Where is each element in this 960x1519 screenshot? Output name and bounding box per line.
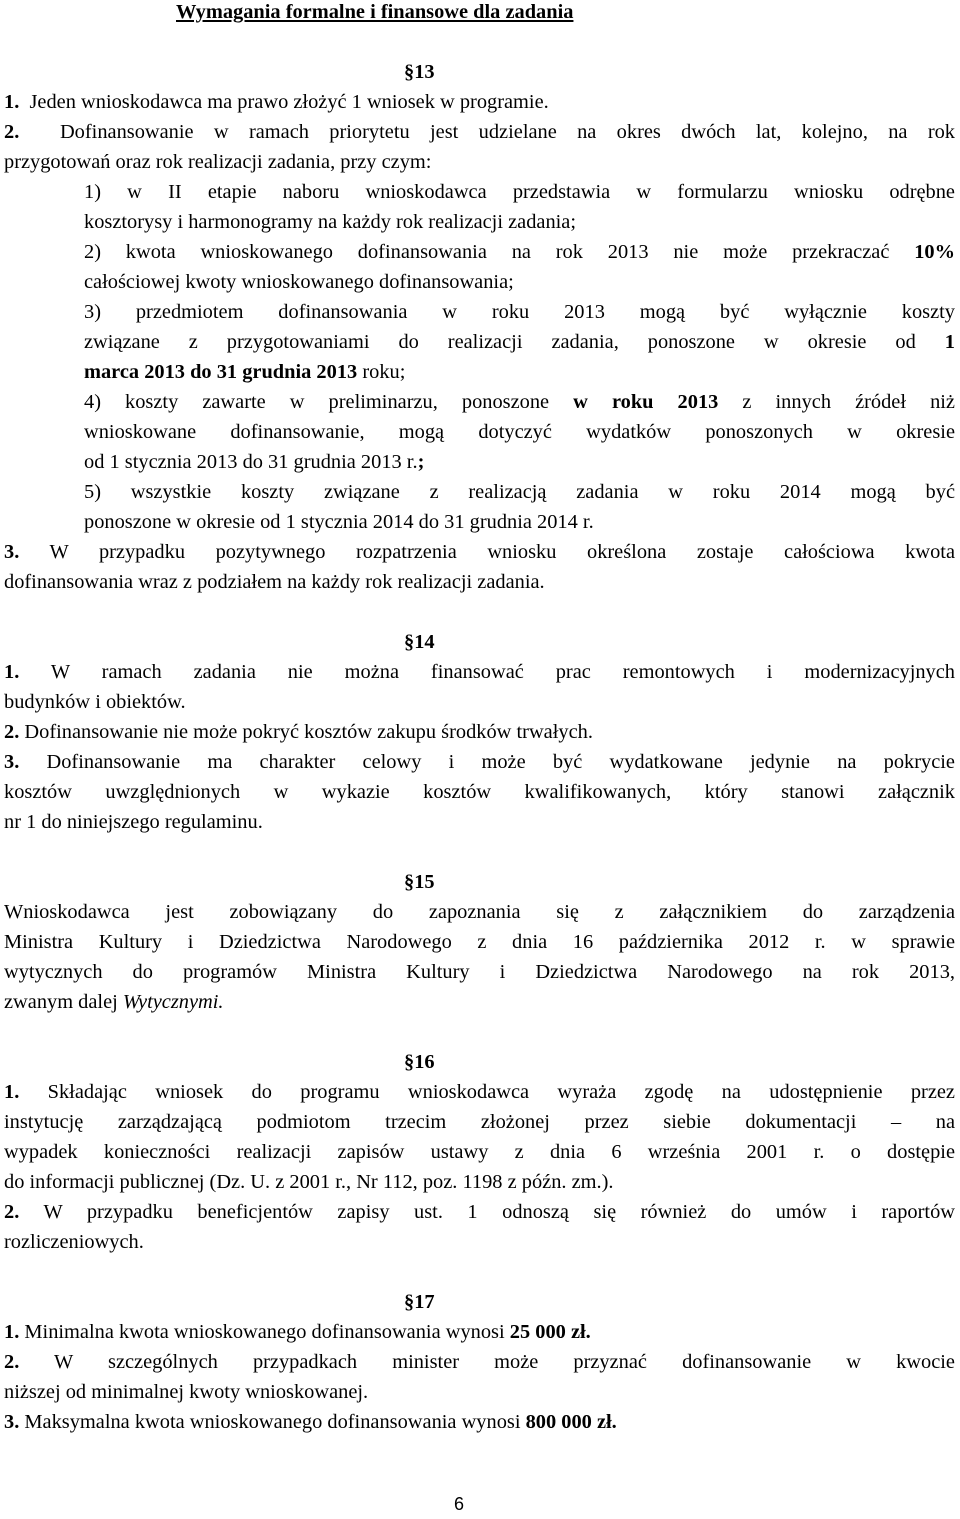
s16-item-2-line-1: 2. W przypadku beneficjentów zapisy ust. 1 odnoszą się również do umów i raportów	[4, 1201, 955, 1223]
s15-line-1: Wnioskodawca jest zobowiązany do zapoznania się z załącznikiem do zarządzenia	[4, 901, 955, 923]
s13-point-2-line-1: 2) kwota wnioskowanego dofinansowania na rok 2013 nie może przekraczać 10%	[84, 241, 955, 263]
s13-point-2-line-2: całościowej kwoty wnioskowanego dofinansowania;	[84, 271, 514, 293]
s13-point-5-line-1: 5) wszystkie koszty związane z realizacją zadania w roku 2014 mogą być	[84, 481, 955, 503]
s13-point-3-line-2: związane z przygotowaniami do realizacji zadania, ponoszone w okresie od 1	[84, 331, 955, 353]
section-15-heading: §15	[404, 871, 435, 893]
s13-item-3-line-2: dofinansowania wraz z podziałem na każdy rok realizacji zadania.	[4, 571, 545, 593]
s13-point-4-line-2: wnioskowane dofinansowanie, mogą dotyczyć wydatków ponoszonych w okresie	[84, 421, 955, 443]
s15-line-4: zwanym dalej Wytycznymi.	[4, 991, 224, 1013]
s17-item-2-line-2: niższej od minimalnej kwoty wnioskowanej.	[4, 1381, 369, 1403]
section-13-heading: §13	[404, 61, 435, 83]
s14-item-3-line-2: kosztów uwzględnionych w wykazie kosztów kwalifikowanych, który stanowi załącznik	[4, 781, 955, 803]
s13-point-3-line-3: marca 2013 do 31 grudnia 2013 roku;	[84, 361, 406, 383]
s13-item-1: 1. Jeden wnioskodawca ma prawo złożyć 1 wniosek w programie.	[4, 91, 549, 113]
s14-item-1-line-1: 1. W ramach zadania nie można finansować prac remontowych i modernizacyjnych	[4, 661, 955, 683]
s16-item-1-line-1: 1. Składając wniosek do programu wnioskodawca wyraża zgodę na udostępnienie przez	[4, 1081, 955, 1103]
section-16-heading: §16	[404, 1051, 435, 1073]
s17-item-2-line-1: 2. W szczególnych przypadkach minister może przyznać dofinansowanie w kwocie	[4, 1351, 955, 1373]
s15-line-2: Ministra Kultury i Dziedzictwa Narodowego z dnia 16 października 2012 r. w sprawie	[4, 931, 955, 953]
section-17-heading: §17	[404, 1291, 435, 1313]
page-title: Wymagania formalne i finansowe dla zadania	[176, 1, 574, 23]
s16-item-1-line-4: do informacji publicznej (Dz. U. z 2001 r., Nr 112, poz. 1198 z późn. zm.).	[4, 1171, 614, 1193]
s16-item-1-line-2: instytucję zarządzającą podmiotom trzecim złożonej przez siebie dokumentacji – na	[4, 1111, 955, 1133]
s15-line-3: wytycznych do programów Ministra Kultury i Dziedzictwa Narodowego na rok 2013,	[4, 961, 955, 983]
s17-item-1: 1. Minimalna kwota wnioskowanego dofinansowania wynosi 25 000 zł.	[4, 1321, 591, 1343]
s14-item-3-line-1: 3. Dofinansowanie ma charakter celowy i może być wydatkowane jedynie na pokrycie	[4, 751, 955, 773]
s13-point-1-line-2: kosztorysy i harmonogramy na każdy rok realizacji zadania;	[84, 211, 577, 233]
page-number: 6	[454, 1494, 465, 1514]
s13-item-2-line-1: 2. Dofinansowanie w ramach priorytetu jest udzielane na okres dwóch lat, kolejno, na rok	[4, 121, 955, 143]
s16-item-1-line-3: wypadek konieczności realizacji zapisów ustawy z dnia 6 września 2001 r. o dostępie	[4, 1141, 955, 1163]
s13-point-4-line-1: 4) koszty zawarte w preliminarzu, ponoszone w roku 2013 z innych źródeł niż	[84, 391, 955, 413]
section-14-heading: §14	[404, 631, 435, 653]
s14-item-3-line-3: nr 1 do niniejszego regulaminu.	[4, 811, 263, 833]
s13-item-3-line-1: 3. W przypadku pozytywnego rozpatrzenia wniosku określona zostaje całościowa kwota	[4, 541, 955, 563]
s16-item-2-line-2: rozliczeniowych.	[4, 1231, 144, 1253]
s13-point-3-line-1: 3) przedmiotem dofinansowania w roku 2013 mogą być wyłącznie koszty	[84, 301, 955, 323]
s14-item-2: 2. Dofinansowanie nie może pokryć kosztów zakupu środków trwałych.	[4, 721, 593, 743]
s17-item-3: 3. Maksymalna kwota wnioskowanego dofinansowania wynosi 800 000 zł.	[4, 1411, 617, 1433]
s13-item-2-line-2: przygotowań oraz rok realizacji zadania, przy czym:	[4, 151, 432, 173]
s13-point-5-line-2: ponoszone w okresie od 1 stycznia 2014 do 31 grudnia 2014 r.	[84, 511, 594, 533]
s13-point-1-line-1: 1) w II etapie naboru wnioskodawca przedstawia w formularzu wniosku odrębne	[84, 181, 955, 203]
s14-item-1-line-2: budynków i obiektów.	[4, 691, 186, 713]
s13-point-4-line-3: od 1 stycznia 2013 do 31 grudnia 2013 r.;	[84, 451, 425, 473]
